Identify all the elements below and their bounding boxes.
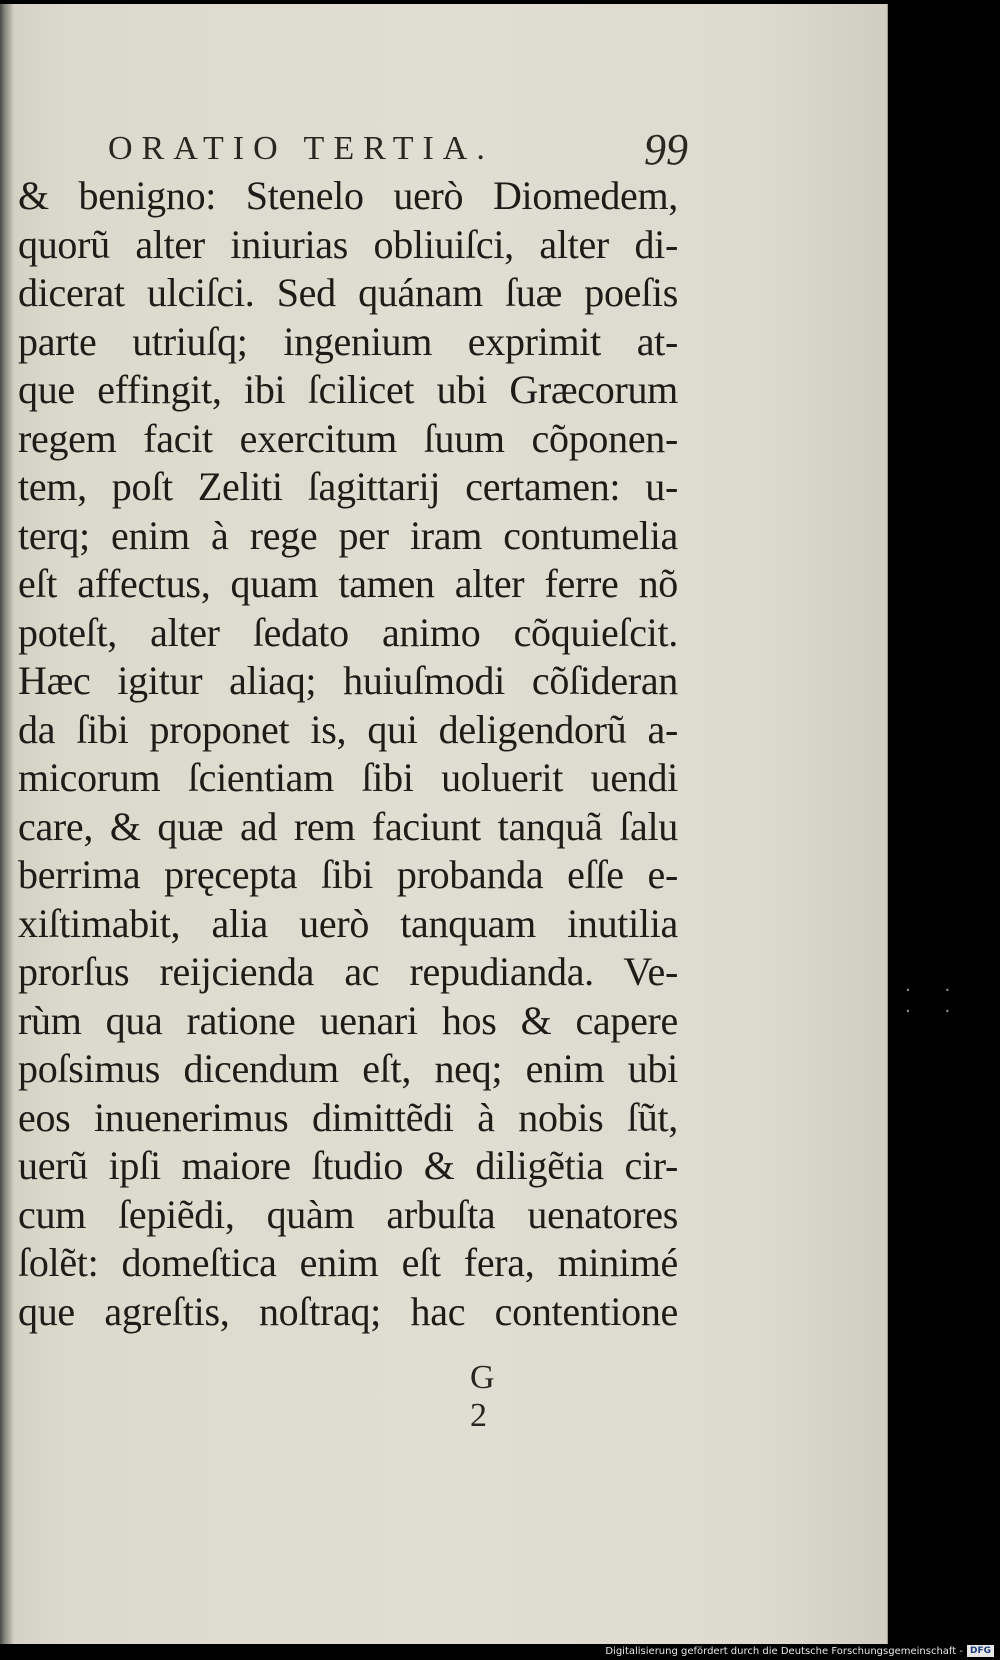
text-line: micorum ſcientiam ſibi uoluerit uendi xyxy=(18,755,678,800)
text-line: tem, poſt Zeliti ſagittarij certamen: u- xyxy=(18,464,678,509)
text-line: eos inuenerimus dimittẽdi à nobis ſũt, xyxy=(18,1094,678,1140)
book-page xyxy=(0,4,888,1644)
text-line: da ſibi proponet is, qui deligendorũ a- xyxy=(18,706,678,752)
running-title: ORATIO TERTIA. xyxy=(108,130,494,167)
text-line: prorſus reijcienda ac repudianda. Ve- xyxy=(18,949,678,994)
text-line: xiſtimabit, alia uerò tanquam inutilia xyxy=(18,900,678,946)
text-line: que agreſtis, noſtraq; hac contentione xyxy=(18,1288,678,1334)
text-line: que effingit, ibi ſcilicet ubi Græcorum xyxy=(18,367,678,412)
text-line: poteſt, alter ſedato animo cõquieſcit. xyxy=(18,609,678,655)
text-line: dicerat ulciſci. Sed quánam ſuæ poeſis xyxy=(18,270,678,315)
text-line: Hæc igitur aliaq; huiuſmodi cõſideran xyxy=(18,658,678,703)
text-line: rùm qua ratione uenari hos & capere xyxy=(18,997,678,1043)
signature-mark: G 2 xyxy=(470,1359,525,1434)
text-line: poſsimus dicendum eſt, neq; enim ubi xyxy=(18,1046,678,1091)
page-number: 99 xyxy=(644,125,688,174)
text-line: uerũ ipſi maiore ſtudio & diligẽtia cir- xyxy=(18,1143,678,1188)
text-line: terq; enim à rege per iram contumelia xyxy=(18,512,678,558)
text-line: eſt affectus, quam tamen alter ferre nõ xyxy=(18,561,678,606)
text-line: cum ſepiẽdi, quàm arbuſta uenatores xyxy=(18,1191,678,1237)
running-head xyxy=(108,126,688,176)
margin-dots: · · · · xyxy=(905,980,965,1022)
text-line: parte utriuſq; ingenium exprimit at- xyxy=(18,318,678,364)
body-text xyxy=(18,172,678,1336)
footer-text: Digitalisierung gefördert durch die Deutsche Forschungsgemeinschaft - xyxy=(605,1645,963,1657)
page-binding-edge xyxy=(0,4,14,1644)
text-line: ſolẽt: domeſtica enim eſt fera, minimé xyxy=(18,1240,678,1285)
text-line: & benigno: Stenelo uerò Diomedem, xyxy=(18,173,678,218)
text-line: regem facit exercitum ſuum cõponen- xyxy=(18,415,678,461)
text-line: quorũ alter iniurias obliuiſci, alter di- xyxy=(18,221,678,267)
text-line: berrima pręcepta ſibi probanda eſſe e- xyxy=(18,852,678,897)
text-line: care, & quæ ad rem faciunt tanquã ſalu xyxy=(18,803,678,849)
digitization-footer xyxy=(605,1644,994,1658)
dfg-logo: DFG xyxy=(967,1645,994,1657)
